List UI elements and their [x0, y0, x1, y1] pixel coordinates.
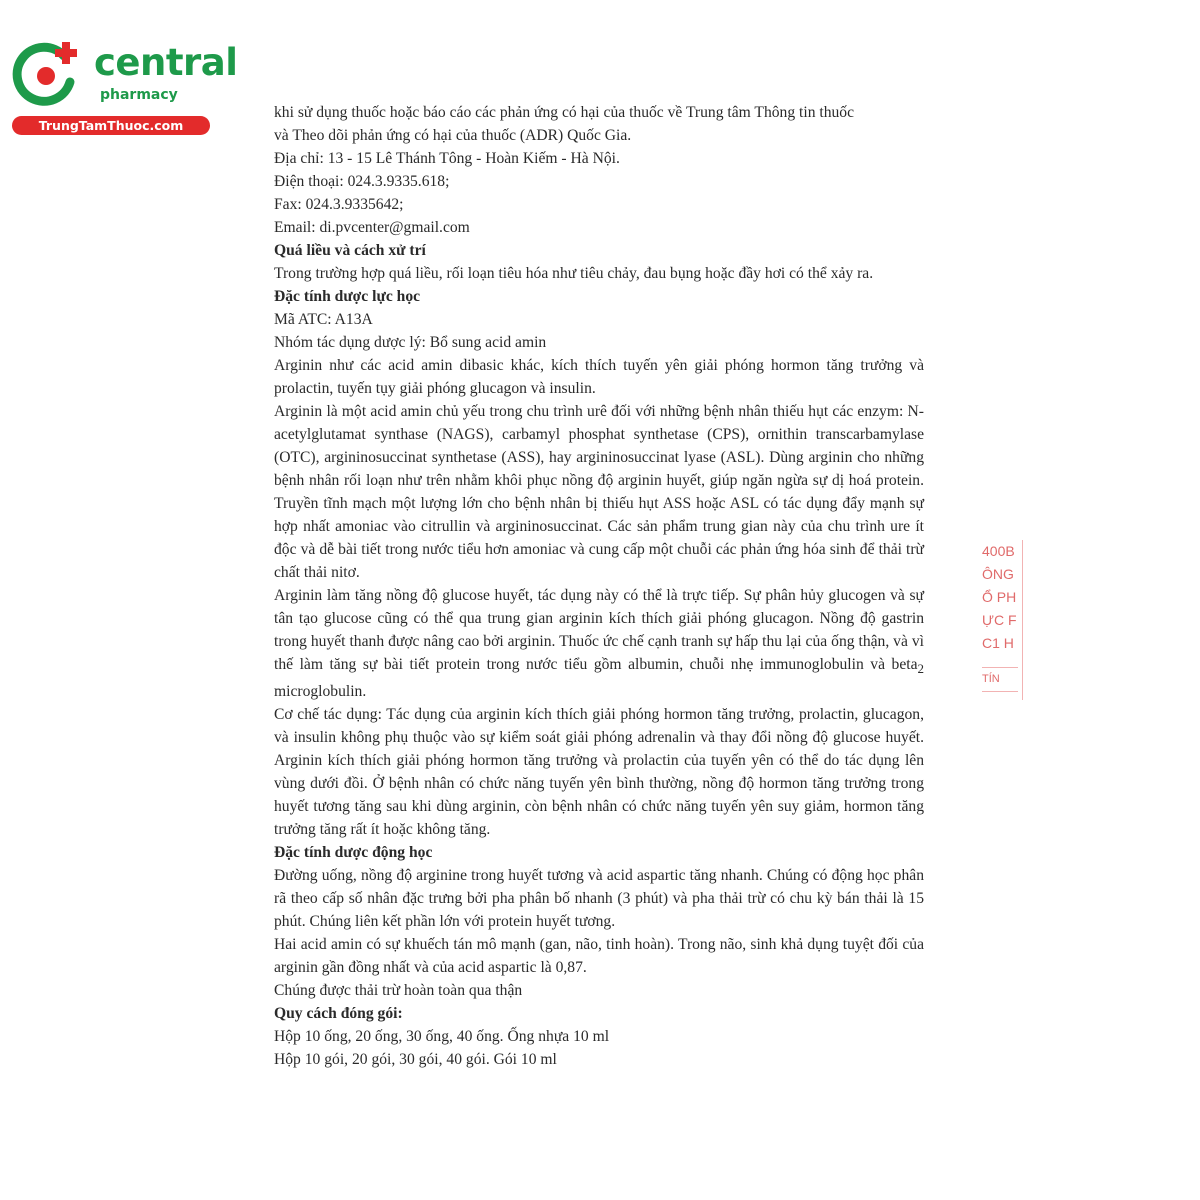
stamp-text: ỰC F [982, 612, 1017, 628]
logo-subtitle: pharmacy [100, 87, 178, 103]
stamp-text: Ổ PH [982, 589, 1017, 605]
logo-url-badge: TrungTamThuoc.com [12, 116, 210, 135]
stamp-text: C1 H [982, 635, 1014, 651]
text-line: và Theo dõi phản ứng có hại của thuốc (ADR) Quốc Gia. [274, 127, 632, 144]
paragraph: Arginin là một acid amin chủ yếu trong chu trình urê đối với những bệnh nhân thiếu hụt các enzym: N-acetylglutamat synthase (NAGS), carbamyl phosphat synthetase (CPS), ornithin transcarbamylase (OTC), argininosuccinat synthetase (ASS), hay argininosuccinat lyase (ASL). Dùng arginin cho những bệnh nhân rối loạn như trên nhằm khôi phục nồng độ arginin huyết, giúp ngăn ngừa sự dị hoá protein. Truyền tĩnh mạch một lượng lớn cho bệnh nhân bị thiếu hụt ASS hoặc ASL có tác dụng đẩy mạnh sự hợp nhất amoniac vào citrullin và argininosuccinat. Các sản phẩm trung gian này của chu trình ure ít độc và dễ bài tiết trong nước tiểu hơn amoniac và cung cấp một chuỗi các phản ứng hóa sinh để thải trừ chất thải nitơ. [274, 403, 924, 581]
paragraph: Cơ chế tác dụng: Tác dụng của arginin kích thích giải phóng hormon tăng trưởng, prolactin, glucagon, và insulin không phụ thuộc vào sự kiểm soát giải phóng adrenalin và thay đổi nồng độ glucose huyết. Arginin kích thích giải phóng hormon tăng trưởng và prolactin của tuyến yên có thể do tác dụng lên vùng dưới đồi. Ở bệnh nhân có chức năng tuyến yên bình thường, nồng độ hormon tăng trưởng trong huyết tương tăng sau khi dùng arginin, còn bệnh nhân có chức năng tuyến yên suy giảm, hormon tăng trưởng tăng rất ít hoặc không tăng. [274, 706, 924, 839]
packaging-line: Hộp 10 ống, 20 ống, 30 ống, 40 ống. Ống nhựa 10 ml [274, 1028, 610, 1046]
overdose-text: Trong trường hợp quá liều, rối loạn tiêu hóa như tiêu chảy, đau bụng hoặc đầy hơi có thể xảy ra. [274, 265, 874, 282]
section-heading-packaging: Quy cách đóng gói: [274, 1005, 403, 1023]
drug-group: Nhóm tác dụng dược lý: Bổ sung acid amin [274, 334, 547, 351]
paragraph-text: Arginin làm tăng nồng độ glucose huyết, tác dụng này có thể là trực tiếp. Sự phân hủy glucogen và sự tân tạo glucose cũng có thể qua trung gian arginin kích thích giải phóng glucagon. Nồng độ gastrin trong huyết thanh được nâng cao bởi arginin. Thuốc ức chế cạnh tranh sự hấp thu lại của ống thận, và vì thế làm tăng sự bài tiết protein trong nước tiểu gồm albumin, chuỗi nhẹ immunoglobulin và beta [274, 587, 924, 673]
document-body [274, 101, 924, 1071]
atc-code: Mã ATC: A13A [274, 311, 373, 328]
address-line: Địa chỉ: 13 - 15 Lê Thánh Tông - Hoàn Kiếm - Hà Nội. [274, 150, 620, 167]
section-heading-pharmacodynamics: Đặc tính dược lực học [274, 288, 421, 305]
packaging-line: Hộp 10 gói, 20 gói, 30 gói, 40 gói. Gói 10 ml [274, 1051, 557, 1069]
red-stamp [982, 540, 1023, 700]
paragraph: Hai acid amin có sự khuếch tán mô mạnh (gan, não, tinh hoàn). Trong não, sinh khả dụng tuyệt đối của arginin gần đồng nhất và của acid aspartic là 0,87. [274, 936, 924, 977]
stamp-text: ÔNG [982, 566, 1014, 582]
paragraph: Arginin như các acid amin dibasic khác, kích thích tuyến yên giải phóng hormon tăng trưởng và prolactin, tuyến tụy giải phóng glucagon và insulin. [274, 357, 924, 397]
section-heading-overdose: Quá liều và cách xử trí [274, 242, 426, 259]
phone-line: Điện thoại: 024.3.9335.618; [274, 173, 450, 190]
paragraph: Đường uống, nồng độ arginine trong huyết tương và acid aspartic tăng nhanh. Chúng có động học phân rã theo cấp số nhân đặc trưng bởi pha phân bố nhanh (3 phút) và pha thải trừ có chu kỳ bán thải là 15 phút. Chúng liên kết phần lớn với protein huyết tương. [274, 867, 924, 931]
paragraph [274, 584, 924, 703]
email-line: Email: di.pvcenter@gmail.com [274, 219, 470, 236]
text-line: khi sử dụng thuốc hoặc báo cáo các phản ứng có hại của thuốc về Trung tâm Thông tin thuốc [274, 104, 855, 121]
central-pharmacy-logo [10, 36, 238, 136]
section-heading-pharmacokinetics: Đặc tính dược động học [274, 844, 433, 862]
logo-name: central [94, 41, 238, 84]
paragraph-text: microglobulin. [274, 683, 367, 701]
stamp-text: TÍN [982, 667, 1018, 692]
paragraph: Chúng được thải trừ hoàn toàn qua thận [274, 982, 523, 1000]
fax-line: Fax: 024.3.9335642; [274, 196, 404, 213]
pharmacy-cross-icon [10, 38, 82, 110]
stamp-text: 400B [982, 543, 1015, 559]
subscript: 2 [917, 661, 924, 677]
